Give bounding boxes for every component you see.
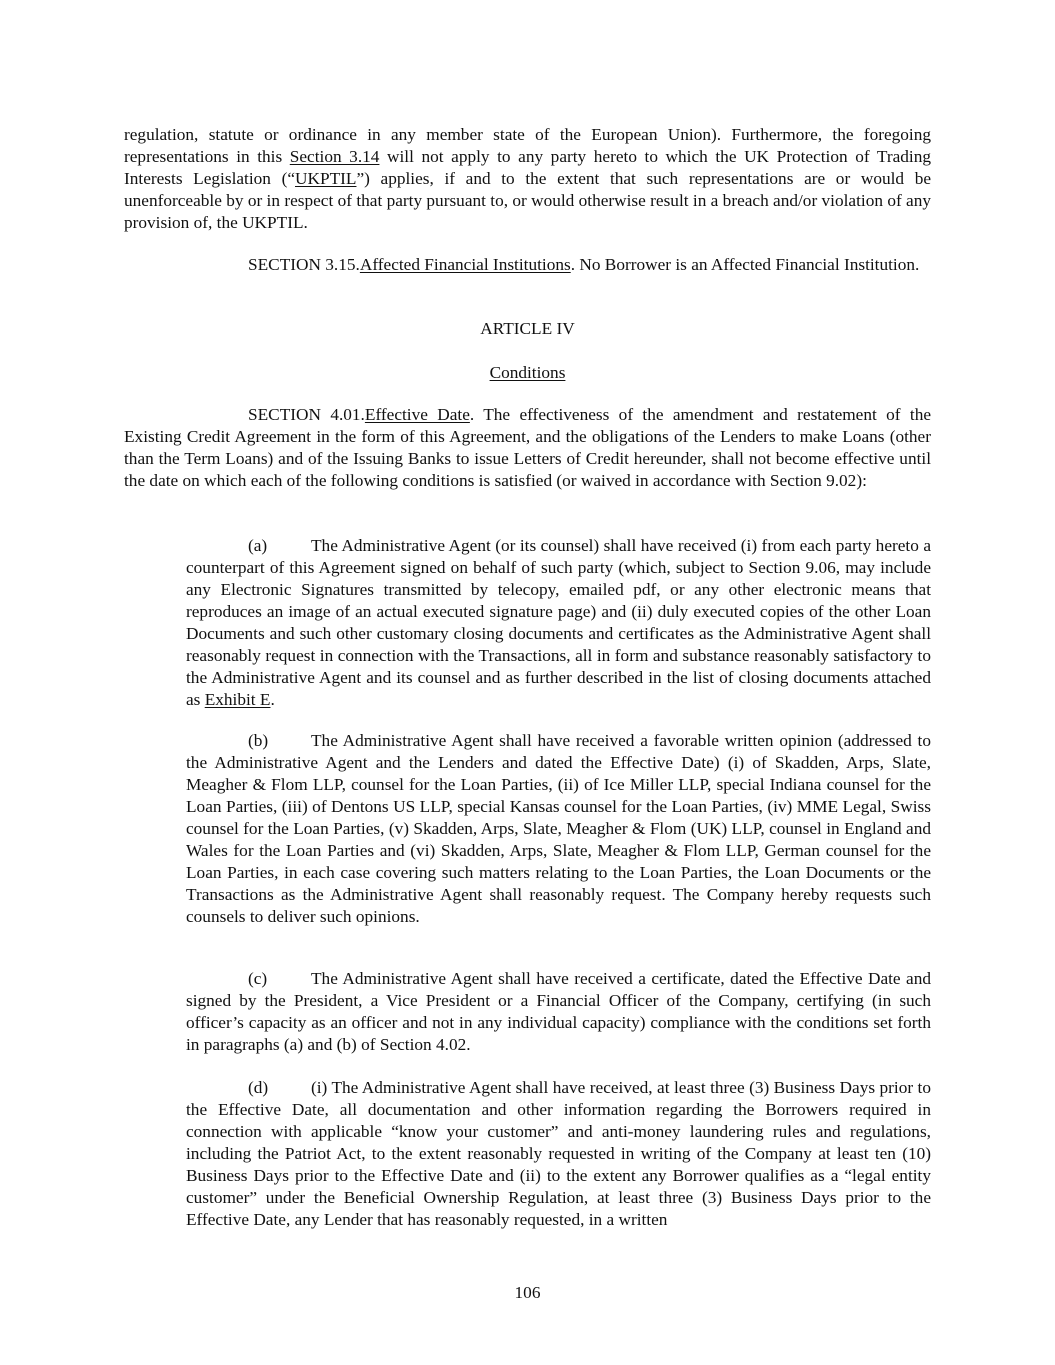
- section-title: Affected Financial Institutions: [359, 255, 571, 274]
- condition-item-d: [186, 1077, 931, 1231]
- section-number: SECTION 3.15.: [248, 255, 360, 274]
- condition-item-a: [186, 535, 931, 711]
- section-3-15-paragraph: [124, 254, 931, 276]
- item-label: (c): [248, 969, 268, 988]
- carryover-paragraph: [124, 124, 931, 234]
- item-text: The Administrative Agent shall have received a favorable written opinion (addressed to the Administrative Agent and the Lenders and dated the Effective Date) (i) of Skadden, Arps, Slate, Meagher & Flom LLP, counsel for the Loan Parties, (ii) of Ice Miller LLP, special Indiana counsel for the Loan Parties, (iii) of Dentons US LLP, special Kansas counsel for the Loan Parties, (iv) MME Legal, Swiss counsel for the Loan Parties, (v) Skadden, Arps, Slate, Meagher & Flom (UK) LLP, counsel in England and Wales for the Loan Parties and (vi) Skadden, Arps, Slate, Meagher & Flom LLP, German counsel for the Loan Parties, in each case covering such matters relating to the Loan Parties, the Loan Documents or the Transactions as the Administrative Agent shall reasonably request. The Company hereby requests such counsels to deliver such opinions.: [186, 731, 931, 926]
- article-heading: ARTICLE IV: [480, 319, 575, 338]
- carryover-text: will not apply to any party hereto to which the UK Protection of Trading Interests Legislation (“: [124, 147, 931, 188]
- section-body: . No Borrower is an Affected Financial Institution.: [570, 255, 920, 274]
- section-3-14-reference: Section 3.14: [289, 147, 380, 166]
- exhibit-e-reference: Exhibit E: [204, 690, 271, 709]
- item-label: (b): [248, 731, 269, 750]
- ukptil-defined-term: UKPTIL: [295, 169, 357, 188]
- item-label: (d): [248, 1078, 269, 1097]
- condition-item-b: [186, 730, 931, 928]
- section-title: Effective Date: [364, 405, 470, 424]
- page-number: 106: [514, 1283, 541, 1302]
- condition-item-c: [186, 968, 931, 1056]
- item-text: (i) The Administrative Agent shall have received, at least three (3) Business Days prior to the Effective Date, all documentation and other information regarding the Borrowers required in connection with applicable “know your customer” and anti-money laundering rules and regulations, including the Patriot Act, to the extent reasonably requested in writing of the Company at least ten (10) Business Days prior to the Effective Date and (ii) to the extent any Borrower qualifies as a “legal entity customer” under the Beneficial Ownership Regulation, at least three (3) Business Days prior to the Effective Date, any Lender that has reasonably requested, in a written: [186, 1078, 931, 1229]
- article-subheading-text: Conditions: [489, 363, 566, 382]
- section-number: SECTION 4.01.: [248, 405, 365, 424]
- carryover-text: ”) applies, if and to the extent that such representations are or would be unenforceable by or in respect of that party pursuant to, or would otherwise result in a breach and/or violation of any provision of, the UKPTIL.: [124, 169, 931, 232]
- item-label: (a): [248, 536, 268, 555]
- article-subheading: [124, 362, 931, 384]
- section-4-01-paragraph: [124, 404, 931, 492]
- item-text-end: .: [270, 690, 275, 709]
- item-text: The Administrative Agent (or its counsel) shall have received (i) from each party hereto a counterpart of this Agreement signed on behalf of such party (which, subject to Section 9.06, may include any Electronic Signatures transmitted by telecopy, emailed pdf, or any other electronic means that reproduces an image of an actual executed signature page) and (ii) duly executed copies of the other Loan Documents and such other customary closing documents and certificates as the Administrative Agent shall reasonably request in connection with the Transactions, all in form and substance reasonably satisfactory to the Administrative Agent and its counsel and as further described in the list of closing documents attached as: [186, 536, 931, 709]
- section-body: . The effectiveness of the amendment and restatement of the Existing Credit Agreement in the form of this Agreement, and the obligations of the Lenders to make Loans (other than the Term Loans) and of the Issuing Banks to issue Letters of Credit hereunder, shall not become effective until the date on which each of the following conditions is satisfied (or waived in accordance with Section 9.02):: [124, 405, 932, 490]
- carryover-text: regulation, statute or ordinance in any member state of the European Union). Furthermore, the foregoing representations in this: [124, 125, 931, 166]
- item-text: The Administrative Agent shall have received a certificate, dated the Effective Date and signed by the President, a Vice President or a Financial Officer of the Company, certifying (in such officer’s capacity as an officer and not in any individual capacity) compliance with the conditions set forth in paragraphs (a) and (b) of Section 4.02.: [186, 969, 931, 1054]
